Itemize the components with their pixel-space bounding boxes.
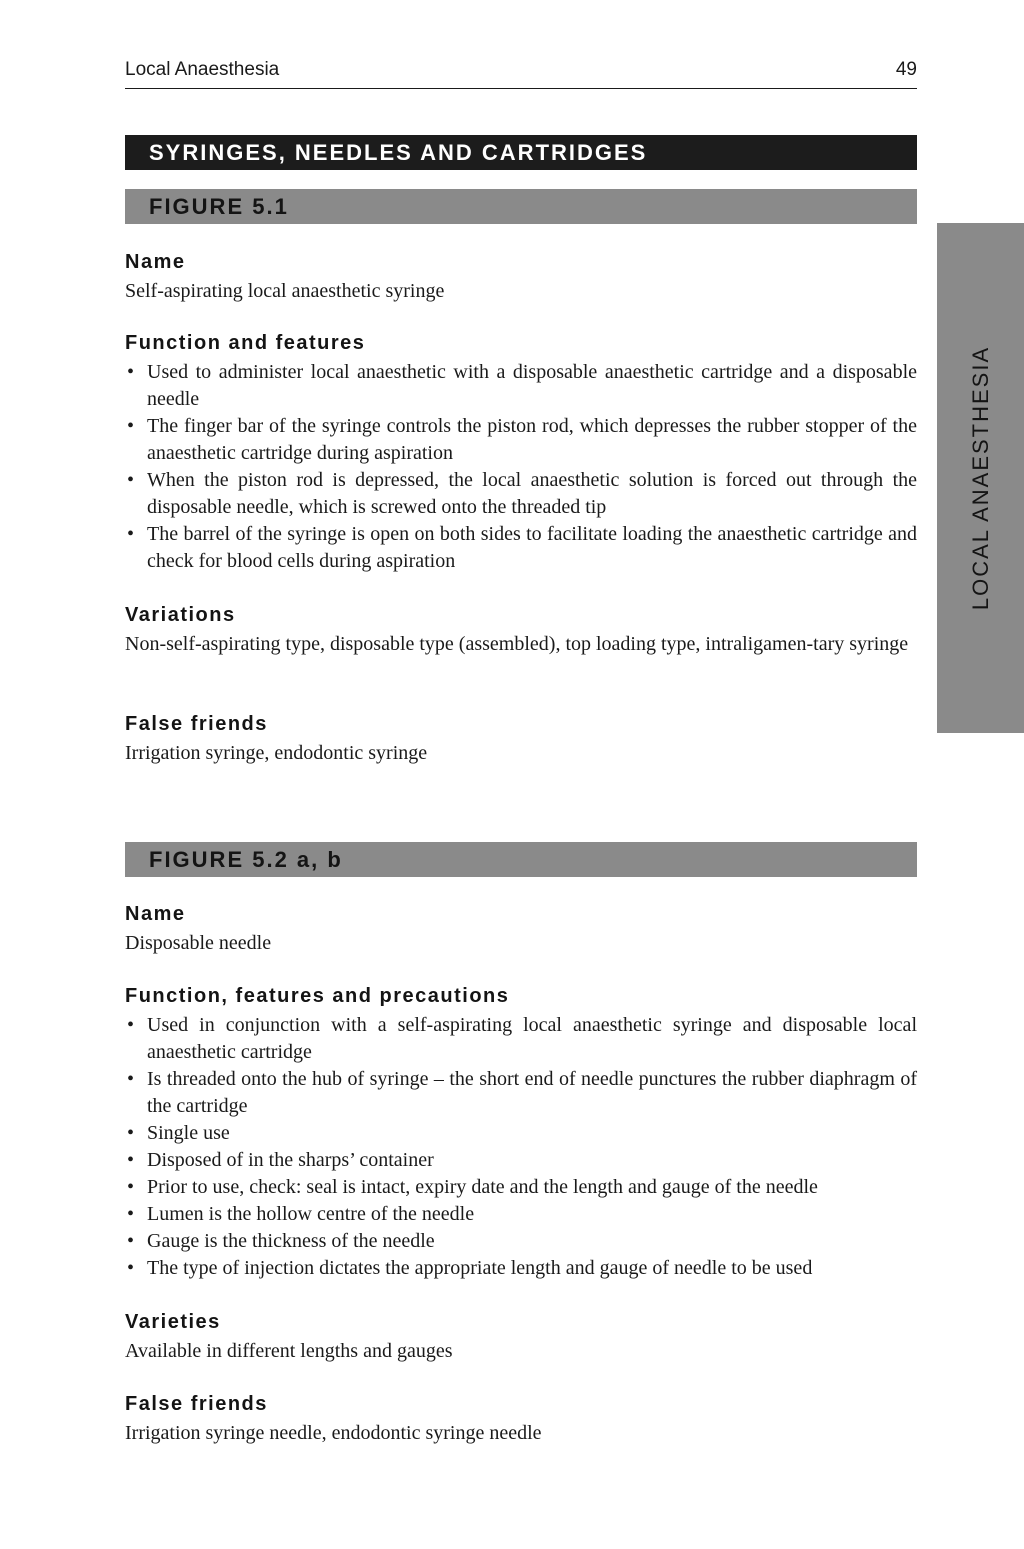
list-item: • Used in conjunction with a self-aspirating local anaesthetic syringe and disposable local anaesthetic cartridge	[125, 1012, 917, 1066]
figure-5-2-varieties-heading: Varieties	[125, 1311, 221, 1333]
figure-5-2-false-friends: Irrigation syringe needle, endodontic syringe needle	[125, 1422, 542, 1444]
list-item: • The finger bar of the syringe controls the piston rod, which depresses the rubber stopper of the anaesthetic cartridge during aspiration	[125, 413, 917, 467]
chapter-side-tab	[937, 223, 1024, 733]
figure-5-1-label: FIGURE 5.1	[125, 189, 917, 224]
list-item: • Prior to use, check: seal is intact, expiry date and the length and gauge of the needle	[125, 1174, 917, 1201]
figure-5-1-false-friends-heading: False friends	[125, 713, 268, 735]
list-item: • When the piston rod is depressed, the local anaesthetic solution is forced out through the disposable needle, which is screwed onto the threaded tip	[125, 467, 917, 521]
list-item: • Gauge is the thickness of the needle	[125, 1228, 917, 1255]
list-item: • Disposed of in the sharps’ container	[125, 1147, 917, 1174]
figure-5-1-function-heading: Function and features	[125, 332, 366, 354]
list-item: • The barrel of the syringe is open on both sides to facilitate loading the anaesthetic cartridge and check for blood cells during aspiration	[125, 521, 917, 575]
figure-5-1-name: Self-aspirating local anaesthetic syringe	[125, 280, 445, 302]
list-item: • Lumen is the hollow centre of the needle	[125, 1201, 917, 1228]
figure-5-2-false-friends-heading: False friends	[125, 1393, 268, 1415]
figure-5-2-label: FIGURE 5.2 a, b	[125, 842, 917, 877]
page-number: 49	[895, 59, 917, 80]
figure-5-2-function-heading: Function, features and precautions	[125, 985, 510, 1007]
figure-5-1-false-friends: Irrigation syringe, endodontic syringe	[125, 742, 428, 764]
list-item: • Is threaded onto the hub of syringe – the short end of needle punctures the rubber diaphragm of the cartridge	[125, 1066, 917, 1120]
figure-5-1-variations-heading: Variations	[125, 604, 236, 626]
list-item: • The type of injection dictates the appropriate length and gauge of needle to be used	[125, 1255, 917, 1282]
figure-5-2-varieties: Available in different lengths and gauges	[125, 1340, 453, 1362]
figure-5-1-variations: Non-self-aspirating type, disposable type (assembled), top loading type, intraligamen-tary syringe	[125, 633, 909, 655]
figure-5-1-function-list	[125, 359, 917, 575]
list-item: • Single use	[125, 1120, 917, 1147]
figure-5-2-name-heading: Name	[125, 903, 186, 925]
list-item: • Used to administer local anaesthetic with a disposable anaesthetic cartridge and a disposable needle	[125, 359, 917, 413]
section-title-bar: SYRINGES, NEEDLES AND CARTRIDGES	[125, 135, 917, 170]
side-tab-label: LOCAL ANAESTHESIA	[967, 345, 993, 611]
figure-5-2-name: Disposable needle	[125, 932, 272, 954]
running-head-title: Local Anaesthesia	[125, 59, 280, 80]
running-head	[125, 58, 917, 89]
figure-5-2-function-list	[125, 1012, 917, 1282]
figure-5-1-name-heading: Name	[125, 251, 186, 273]
